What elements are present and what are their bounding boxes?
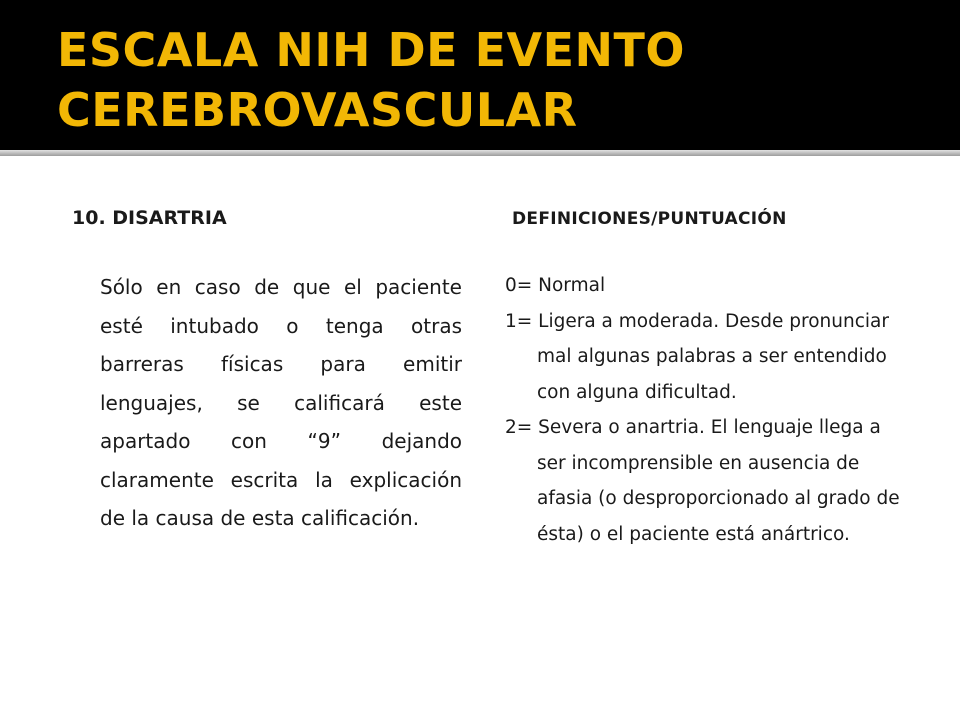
definition-item-0: 0= Normal	[505, 275, 606, 296]
left-column-body: Sólo en caso de que el paciente esté intubado o tenga otras barreras físicas para emitir lenguajes, se calificará este apartado con “9” dejando claramente escrita la explicación de la causa de esta calificación.	[100, 275, 462, 530]
definitions-list	[505, 268, 905, 552]
right-column-heading: DEFINICIONES/PUNTUACIÓN	[512, 209, 787, 229]
slide-title: ESCALA NIH DE EVENTO CEREBROVASCULAR	[57, 23, 686, 137]
definition-item-2: 2= Severa o anartria. El lenguaje llega a ser incomprensible en ausencia de afasia (o desproporcionado al grado de ésta) o el paciente está anártrico.	[505, 417, 900, 545]
left-column-heading: 10. DISARTRIA	[72, 207, 227, 229]
title-divider	[0, 150, 960, 156]
definition-item-1: 1= Ligera a moderada. Desde pronunciar mal algunas palabras a ser entendido con alguna dificultad.	[505, 310, 889, 403]
